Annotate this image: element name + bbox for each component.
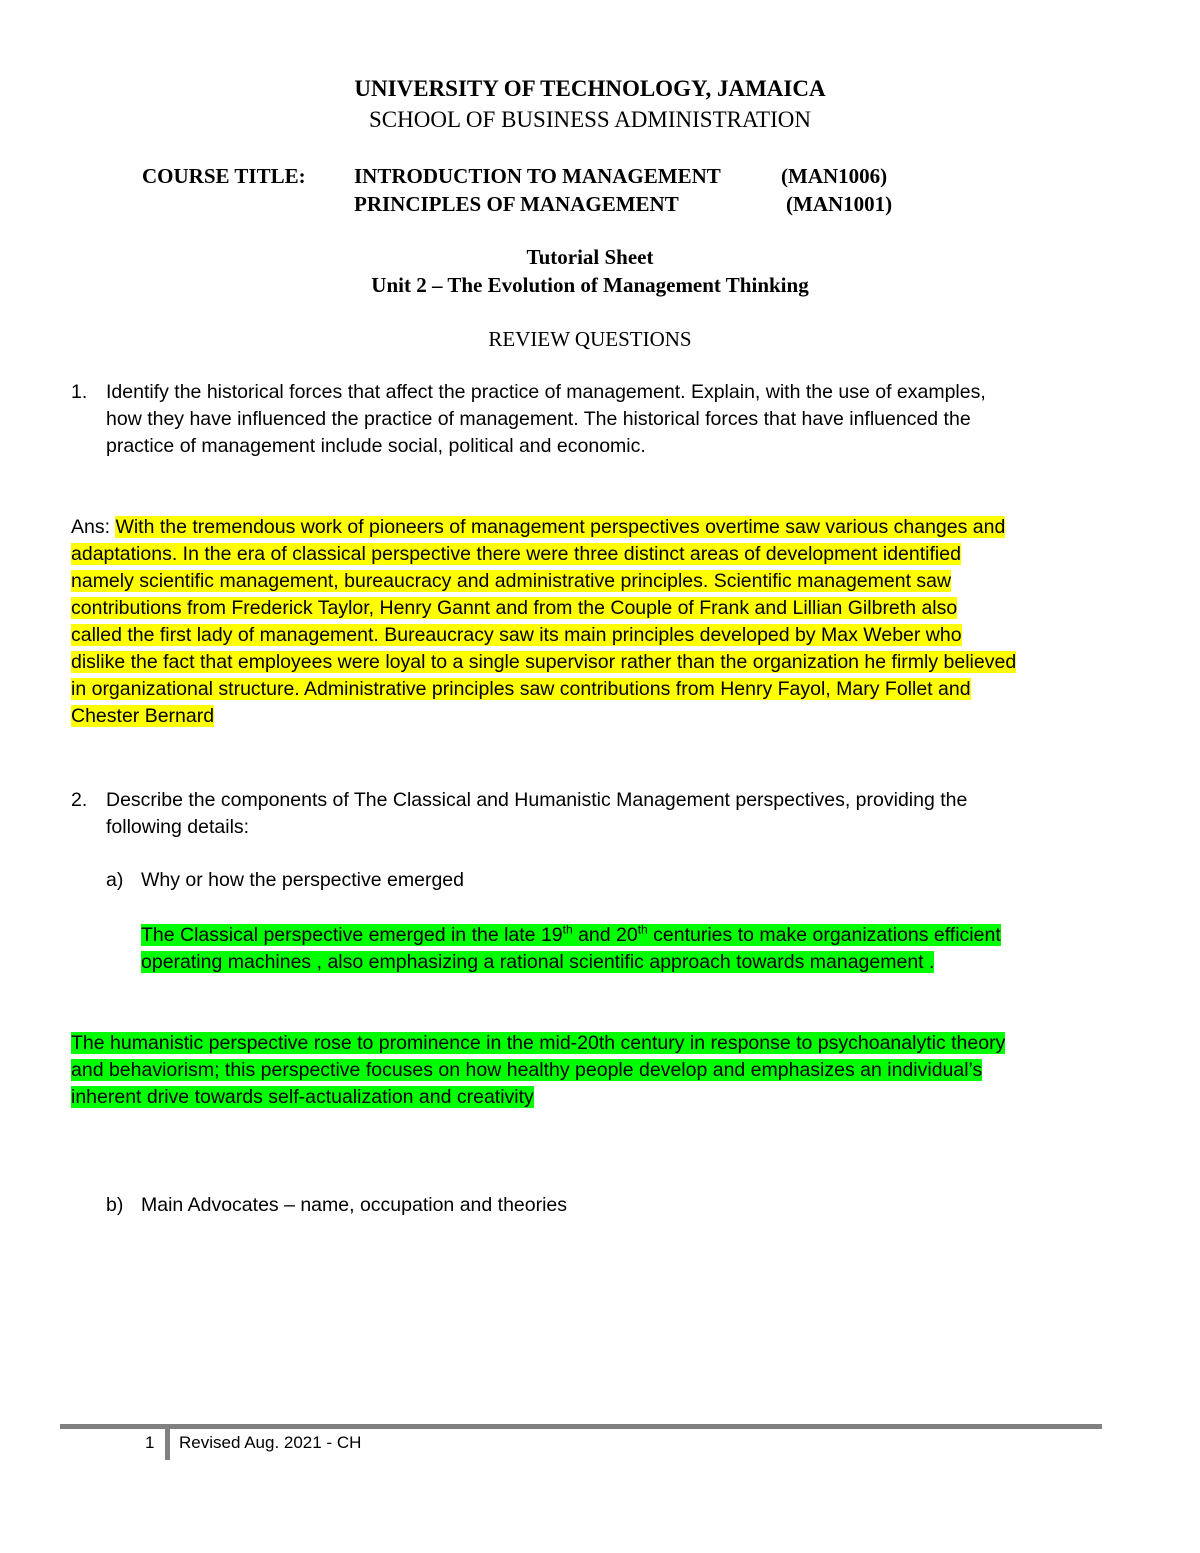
unit-title: Unit 2 – The Evolution of Management Thinking bbox=[371, 273, 809, 297]
course2-code: (MAN1001) bbox=[786, 192, 893, 216]
answer-1-line: called the first lady of management. Bureaucracy saw its main principles developed by Max Weber who bbox=[71, 624, 962, 646]
q2-line: following details: bbox=[106, 816, 250, 838]
answer-1-line: Chester Bernard bbox=[71, 705, 215, 727]
answer-2a-line: operating machines , also emphasizing a rational scientific approach towards management . bbox=[141, 951, 935, 973]
course2-name: PRINCIPLES OF MANAGEMENT bbox=[354, 192, 679, 216]
q1-line: Identify the historical forces that affect the practice of management. Explain, with the use of examples, bbox=[106, 381, 986, 403]
answer-2b-line: The humanistic perspective rose to prominence in the mid-20th century in response to psychoanalytic theory bbox=[71, 1032, 1006, 1054]
q2b-text: Main Advocates – name, occupation and theories bbox=[141, 1194, 568, 1216]
footer-rule bbox=[60, 1424, 1102, 1429]
q2-line: Describe the components of The Classical and Humanistic Management perspectives, providing the bbox=[106, 789, 968, 811]
answer-2b-line: and behaviorism; this perspective focuses on how healthy people develop and emphasizes an individual’s bbox=[71, 1059, 983, 1081]
answer-1 bbox=[71, 514, 1016, 730]
q2-text bbox=[106, 787, 967, 841]
revision-note: Revised Aug. 2021 - CH bbox=[179, 1433, 362, 1452]
answer-2a-text: and 20 bbox=[572, 924, 638, 946]
answer-1-line: namely scientific management, bureaucracy and administrative principles. Scientific management saw bbox=[71, 570, 952, 592]
page-number: 1 bbox=[145, 1433, 155, 1452]
q1-text bbox=[106, 379, 986, 460]
answer-1-line: contributions from Frederick Taylor, Henry Gannt and from the Couple of Frank and Lillian Gilbreth also bbox=[71, 597, 958, 619]
answer-1-line: With the tremendous work of pioneers of management perspectives overtime saw various changes and bbox=[115, 516, 1006, 538]
school-title: SCHOOL OF BUSINESS ADMINISTRATION bbox=[369, 107, 811, 132]
answer-2a-text: centuries to make organizations efficient bbox=[647, 924, 1001, 946]
course1-name: INTRODUCTION TO MANAGEMENT bbox=[354, 164, 721, 188]
answer-1-line: in organizational structure. Administrative principles saw contributions from Henry Fayol, Mary Follet and bbox=[71, 678, 971, 700]
sheet-title: Tutorial Sheet bbox=[526, 245, 654, 269]
q2b-label: b) bbox=[106, 1194, 124, 1216]
q2a-text: Why or how the perspective emerged bbox=[141, 869, 464, 891]
section-heading: REVIEW QUESTIONS bbox=[488, 327, 692, 351]
footer-divider bbox=[165, 1428, 170, 1460]
q1-number: 1. bbox=[71, 381, 88, 403]
answer-2a bbox=[141, 922, 1001, 976]
q1-line: how they have influenced the practice of management. The historical forces that have influenced the bbox=[106, 408, 971, 430]
answer-2-humanistic bbox=[71, 1030, 1005, 1111]
q2-number: 2. bbox=[71, 789, 88, 811]
answer-2a-line bbox=[141, 924, 1001, 946]
answer-label: Ans: bbox=[71, 516, 116, 538]
superscript: th bbox=[562, 922, 573, 937]
q1-line: practice of management include social, political and economic. bbox=[106, 435, 646, 457]
university-title: UNIVERSITY OF TECHNOLOGY, JAMAICA bbox=[354, 76, 826, 101]
course-title-label: COURSE TITLE: bbox=[142, 164, 306, 188]
answer-2b-line: inherent drive towards self-actualization and creativity bbox=[71, 1086, 534, 1108]
q2a-label: a) bbox=[106, 869, 124, 891]
answer-1-line: dislike the fact that employees were loyal to a single supervisor rather than the organization he firmly believed bbox=[71, 651, 1017, 673]
course1-code: (MAN1006) bbox=[781, 164, 888, 188]
answer-1-line: adaptations. In the era of classical perspective there were three distinct areas of development identified bbox=[71, 543, 961, 565]
answer-2a-text: The Classical perspective emerged in the late 19 bbox=[141, 924, 563, 946]
superscript: th bbox=[637, 922, 648, 937]
